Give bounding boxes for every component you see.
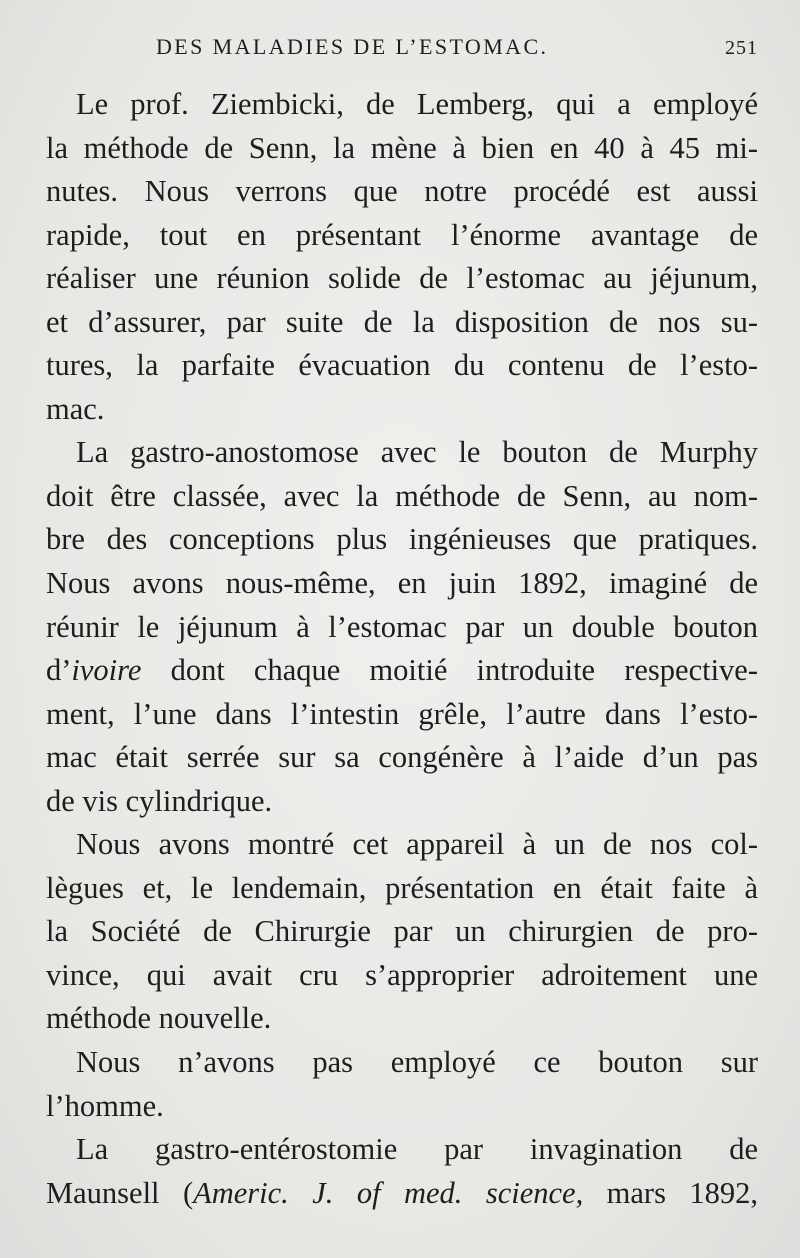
text-line xyxy=(46,301,758,345)
text-line xyxy=(46,1085,758,1129)
text-span: réunir le jéjunum à l’estomac par un double bouton xyxy=(46,609,758,644)
text-span: vince, qui avait cru s’approprier adroitement une xyxy=(46,957,758,992)
text-span: la méthode de Senn, la mène à bien en 40 à 45 mi- xyxy=(46,130,758,165)
body-text xyxy=(46,83,758,1215)
text-line xyxy=(46,1128,758,1172)
text-line xyxy=(46,997,758,1041)
text-line xyxy=(46,1172,758,1216)
text-line xyxy=(46,257,758,301)
text-line xyxy=(46,562,758,606)
text-span: de vis cylindrique. xyxy=(46,783,273,818)
text-span: rapide, tout en présentant l’énorme avantage de xyxy=(46,217,758,252)
text-span: Maunsell ( xyxy=(46,1175,194,1210)
text-span: mac était serrée sur sa congénère à l’aide d’un pas xyxy=(46,740,758,775)
text-line xyxy=(46,475,758,519)
text-line xyxy=(46,954,758,998)
text-span: ment, l’une dans l’intestin grêle, l’autre dans l’esto- xyxy=(46,696,758,731)
text-line xyxy=(46,867,758,911)
text-line xyxy=(46,83,758,127)
text-span: mac. xyxy=(46,391,105,426)
text-span: Le prof. Ziembicki, de Lemberg, qui a employé xyxy=(76,87,758,121)
text-span: bre des conceptions plus ingénieuses que pratiques. xyxy=(46,522,758,557)
text-span: tures, la parfaite évacuation du contenu de l’esto- xyxy=(46,348,758,383)
running-title: DES MALADIES DE L’ESTOMAC. xyxy=(156,34,549,59)
text-span: méthode nouvelle. xyxy=(46,1001,272,1036)
text-span: l’homme. xyxy=(46,1088,164,1123)
text-line xyxy=(46,649,758,693)
text-span: d’ xyxy=(46,653,72,688)
text-line xyxy=(46,910,758,954)
text-line xyxy=(46,780,758,824)
text-span: lègues et, le lendemain, présentation en était faite à xyxy=(46,870,758,905)
text-span: Nous avons nous-même, en juin 1892, imaginé de xyxy=(46,566,758,601)
text-span: La gastro-anostomose avec le bouton de Murphy xyxy=(76,435,758,470)
page-number: 251 xyxy=(725,37,758,59)
text-span: doit être classée, avec la méthode de Senn, au nom- xyxy=(46,478,758,513)
text-line xyxy=(46,127,758,171)
running-head xyxy=(46,34,760,68)
text-span: dont chaque moitié introduite respective- xyxy=(141,653,758,688)
text-line xyxy=(46,693,758,737)
text-line xyxy=(46,518,758,562)
text-line xyxy=(46,344,758,388)
text-span: la Société de Chirurgie par un chirurgien de pro- xyxy=(46,914,758,949)
text-line xyxy=(46,606,758,650)
text-line xyxy=(46,431,758,475)
text-line xyxy=(46,736,758,780)
text-line xyxy=(46,388,758,432)
italic-text: Americ. J. of med. science, xyxy=(193,1175,584,1210)
text-span: La gastro-entérostomie par invagination de xyxy=(76,1132,758,1167)
text-span: nutes. Nous verrons que notre procédé est aussi xyxy=(46,174,758,209)
text-span: mars 1892, xyxy=(583,1175,758,1210)
text-line xyxy=(46,1041,758,1085)
text-line xyxy=(46,170,758,214)
text-span: réaliser une réunion solide de l’estomac au jéjunum, xyxy=(46,261,758,296)
text-span: Nous n’avons pas employé ce bouton sur xyxy=(76,1045,758,1080)
italic-text: ivoire xyxy=(71,653,142,688)
text-line xyxy=(46,214,758,258)
text-span: Nous avons montré cet appareil à un de nos col- xyxy=(76,827,758,862)
text-span: et d’assurer, par suite de la disposition de nos su- xyxy=(46,304,758,339)
text-line xyxy=(46,823,758,867)
